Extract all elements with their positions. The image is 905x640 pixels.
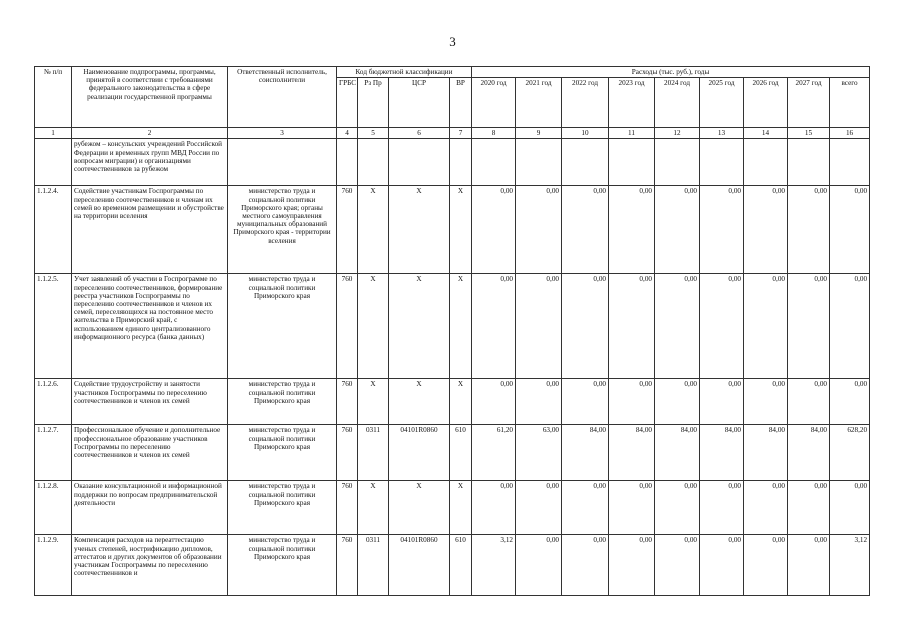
row-year-value: 63,00 xyxy=(516,425,562,481)
row-vr: Х xyxy=(450,379,472,425)
row-vr: Х xyxy=(450,274,472,379)
row-number: 1.1.2.9. xyxy=(35,535,72,596)
row-year-value: 0,00 xyxy=(562,535,609,596)
row-year-value: 0,00 xyxy=(788,535,830,596)
row-year-value: 0,00 xyxy=(609,481,655,535)
row-year-value: 0,00 xyxy=(788,481,830,535)
header-row-1 xyxy=(35,67,870,78)
header-num: № п/п xyxy=(35,67,72,128)
row-year-value: 0,00 xyxy=(472,481,516,535)
header-total: всего xyxy=(830,78,870,128)
col-number: 2 xyxy=(72,128,228,139)
row-csr: Х xyxy=(389,379,450,425)
col-number: 16 xyxy=(830,128,870,139)
row-year-value: 0,00 xyxy=(788,379,830,425)
row-rzpr: Х xyxy=(358,274,389,379)
row-year-value: 84,00 xyxy=(609,425,655,481)
row-year-value: 0,00 xyxy=(744,535,788,596)
row-year-value: 0,00 xyxy=(516,481,562,535)
col-number: 5 xyxy=(358,128,389,139)
row-csr: 04101R0860 xyxy=(389,425,450,481)
row-grbs: 760 xyxy=(337,186,358,274)
row-total: 0,00 xyxy=(830,186,870,274)
row-year-value: 0,00 xyxy=(744,379,788,425)
row-vr: 610 xyxy=(450,425,472,481)
table-row xyxy=(35,274,870,379)
continuation-text: рубежом – консульских учреждений Российской Федерации и временных групп МВД России по вопросам миграции) и организациями соотечественников за рубежом xyxy=(72,139,228,186)
row-year-value: 0,00 xyxy=(788,186,830,274)
col-number: 13 xyxy=(700,128,744,139)
row-csr: Х xyxy=(389,274,450,379)
row-year-value: 84,00 xyxy=(655,425,700,481)
col-number: 4 xyxy=(337,128,358,139)
table-row xyxy=(35,481,870,535)
col-number: 1 xyxy=(35,128,72,139)
row-grbs: 760 xyxy=(337,535,358,596)
row-number: 1.1.2.8. xyxy=(35,481,72,535)
header-rzpr: Рз Пр xyxy=(358,78,389,128)
row-year-value: 0,00 xyxy=(516,379,562,425)
row-vr: 610 xyxy=(450,535,472,596)
row-year-value: 0,00 xyxy=(609,379,655,425)
header-name: Наименование подпрограммы, программы, принятой в соответствии с требованиями федерального законодательства в сфере реализации государственной программы xyxy=(72,67,228,128)
header-year: 2027 год xyxy=(788,78,830,128)
col-number: 3 xyxy=(228,128,337,139)
row-year-value: 0,00 xyxy=(744,274,788,379)
header-year: 2022 год xyxy=(562,78,609,128)
col-number: 8 xyxy=(472,128,516,139)
col-number: 9 xyxy=(516,128,562,139)
col-number: 14 xyxy=(744,128,788,139)
row-year-value: 0,00 xyxy=(700,186,744,274)
row-year-value: 0,00 xyxy=(655,379,700,425)
expenses-table xyxy=(34,66,870,596)
table-row xyxy=(35,186,870,274)
row-year-value: 84,00 xyxy=(788,425,830,481)
row-year-value: 0,00 xyxy=(744,481,788,535)
row-year-value: 0,00 xyxy=(655,481,700,535)
col-number: 10 xyxy=(562,128,609,139)
row-name: Профессиональное обучение и дополнительное профессиональное образование участников Госпрограммы по переселению соотечественников и членов их семей xyxy=(72,425,228,481)
row-rzpr: Х xyxy=(358,379,389,425)
row-year-value: 0,00 xyxy=(516,535,562,596)
row-year-value: 0,00 xyxy=(516,186,562,274)
row-year-value: 0,00 xyxy=(472,379,516,425)
column-numbers-row xyxy=(35,128,870,139)
row-year-value: 0,00 xyxy=(700,274,744,379)
row-year-value: 0,00 xyxy=(655,535,700,596)
row-name: Содействие участникам Госпрограммы по переселению соотечественников и членам их семей во временном размещении и обустройстве на территории вселения xyxy=(72,186,228,274)
row-number: 1.1.2.7. xyxy=(35,425,72,481)
row-rzpr: 0311 xyxy=(358,425,389,481)
row-year-value: 0,00 xyxy=(562,186,609,274)
page-number: 3 xyxy=(449,34,456,49)
row-year-value: 84,00 xyxy=(700,425,744,481)
row-year-value: 0,00 xyxy=(472,186,516,274)
row-vr: Х xyxy=(450,186,472,274)
row-total: 0,00 xyxy=(830,481,870,535)
row-total: 0,00 xyxy=(830,274,870,379)
row-grbs: 760 xyxy=(337,274,358,379)
continuation-row xyxy=(35,139,870,186)
header-year: 2021 год xyxy=(516,78,562,128)
row-responsible: министерство труда и социальной политики Приморского края xyxy=(228,535,337,596)
header-year: 2025 год xyxy=(700,78,744,128)
row-grbs: 760 xyxy=(337,481,358,535)
row-vr: Х xyxy=(450,481,472,535)
header-vr: ВР xyxy=(450,78,472,128)
row-number: 1.1.2.6. xyxy=(35,379,72,425)
row-csr: 04101R0860 xyxy=(389,535,450,596)
row-year-value: 84,00 xyxy=(744,425,788,481)
row-name: Компенсация расходов на переаттестацию ученых степеней, нострификацию дипломов, аттестатов и других документов об образовании участникам Госпрограммы по переселению соотечественников и xyxy=(72,535,228,596)
row-total: 3,12 xyxy=(830,535,870,596)
row-year-value: 0,00 xyxy=(609,186,655,274)
row-csr: Х xyxy=(389,481,450,535)
row-total: 0,00 xyxy=(830,379,870,425)
row-year-value: 0,00 xyxy=(516,274,562,379)
table-row xyxy=(35,379,870,425)
row-year-value: 0,00 xyxy=(472,274,516,379)
row-year-value: 0,00 xyxy=(562,274,609,379)
row-year-value: 0,00 xyxy=(562,481,609,535)
row-year-value: 3,12 xyxy=(472,535,516,596)
row-grbs: 760 xyxy=(337,379,358,425)
row-year-value: 0,00 xyxy=(609,274,655,379)
header-year: 2023 год xyxy=(609,78,655,128)
row-name: Содействие трудоустройству и занятости участников Госпрограммы по переселению соотечественников и членов их семей xyxy=(72,379,228,425)
row-rzpr: Х xyxy=(358,481,389,535)
row-name: Учет заявлений об участии в Госпрограмме по переселению соотечественников, формирование реестра участников Госпрограммы по переселению соотечественников и членов их семей, переселяющихся на постоянное место жительства в Приморский край, с использованием единого централизованного информационного ресурса (банка данных) xyxy=(72,274,228,379)
row-year-value: 0,00 xyxy=(562,379,609,425)
row-rzpr: Х xyxy=(358,186,389,274)
header-year: 2024 год xyxy=(655,78,700,128)
header-year: 2020 год xyxy=(472,78,516,128)
col-number: 6 xyxy=(389,128,450,139)
header-budget-code: Код бюджетной классификации xyxy=(337,67,472,78)
row-responsible: министерство труда и социальной политики Приморского края xyxy=(228,274,337,379)
row-grbs: 760 xyxy=(337,425,358,481)
row-year-value: 61,20 xyxy=(472,425,516,481)
row-responsible: министерство труда и социальной политики Приморского края xyxy=(228,481,337,535)
col-number: 7 xyxy=(450,128,472,139)
col-number: 15 xyxy=(788,128,830,139)
row-responsible: министерство труда и социальной политики Приморского края xyxy=(228,379,337,425)
row-total: 628,20 xyxy=(830,425,870,481)
row-csr: Х xyxy=(389,186,450,274)
col-number: 12 xyxy=(655,128,700,139)
row-year-value: 0,00 xyxy=(655,186,700,274)
row-year-value: 0,00 xyxy=(700,535,744,596)
header-resp: Ответственный исполнитель, соисполнители xyxy=(228,67,337,128)
row-number: 1.1.2.5. xyxy=(35,274,72,379)
header-expenses: Расходы (тыс. руб.), годы xyxy=(472,67,870,78)
row-number: 1.1.2.4. xyxy=(35,186,72,274)
header-csr: ЦСР xyxy=(389,78,450,128)
header-year: 2026 год xyxy=(744,78,788,128)
row-year-value: 0,00 xyxy=(788,274,830,379)
row-rzpr: 0311 xyxy=(358,535,389,596)
row-year-value: 0,00 xyxy=(609,535,655,596)
row-responsible: министерство труда и социальной политики Приморского края xyxy=(228,425,337,481)
table-row xyxy=(35,425,870,481)
header-grbs: ГРБС xyxy=(337,78,358,128)
col-number: 11 xyxy=(609,128,655,139)
table-row xyxy=(35,535,870,596)
row-name: Оказание консультационной и информационной поддержки по вопросам предпринимательской деятельности xyxy=(72,481,228,535)
row-year-value: 0,00 xyxy=(744,186,788,274)
row-year-value: 0,00 xyxy=(700,481,744,535)
row-year-value: 0,00 xyxy=(700,379,744,425)
row-year-value: 84,00 xyxy=(562,425,609,481)
row-year-value: 0,00 xyxy=(655,274,700,379)
row-responsible: министерство труда и социальной политики Приморского края; органы местного самоуправления муниципальных образований Приморского края - территории вселения xyxy=(228,186,337,274)
